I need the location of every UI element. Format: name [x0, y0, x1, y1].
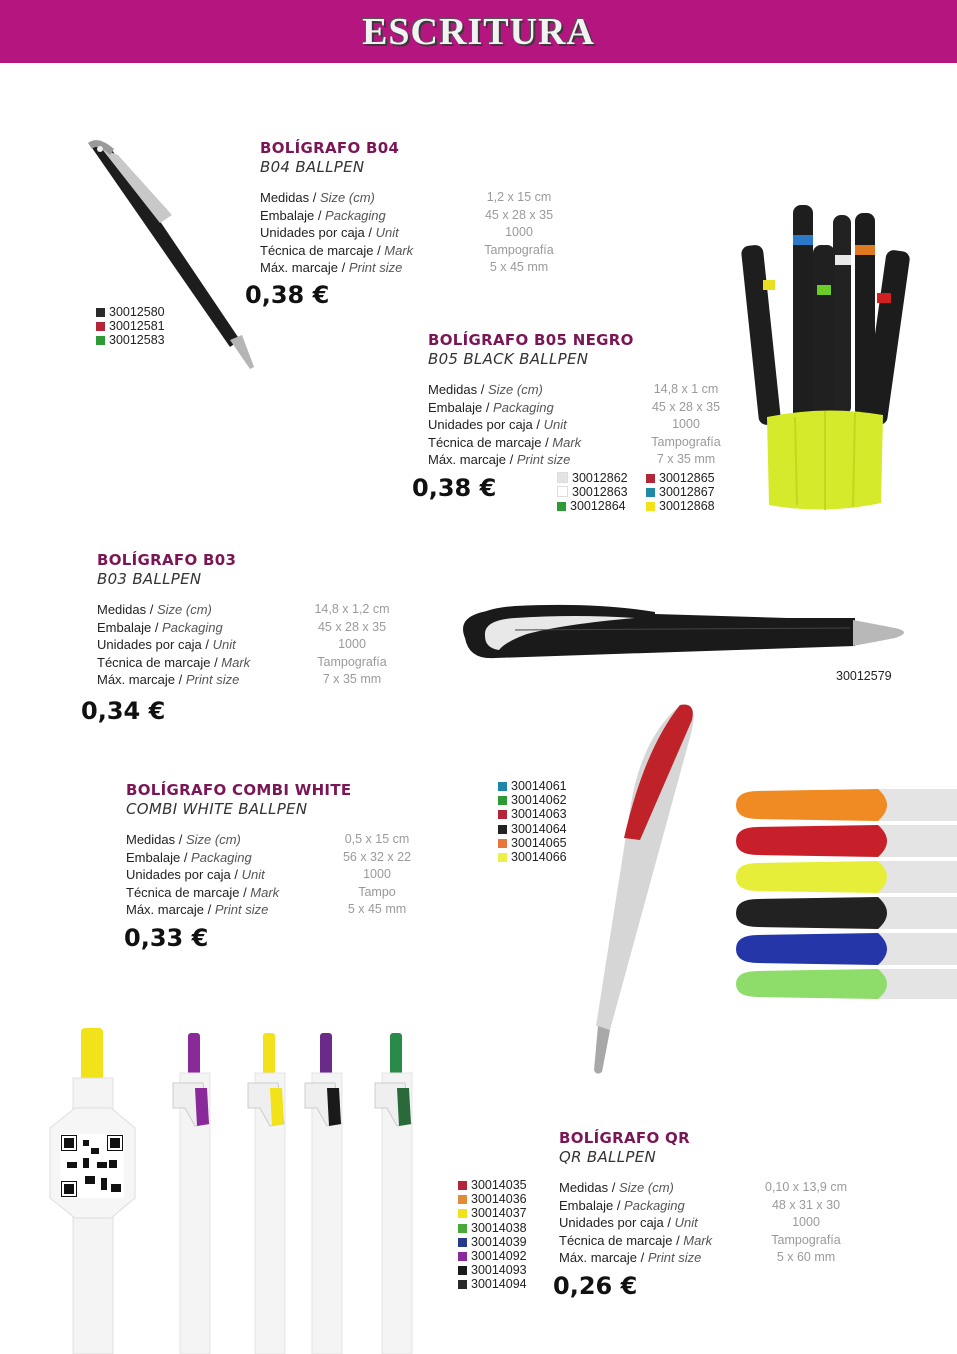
- spec-table: [559, 1180, 859, 1268]
- spec-row-size: Medidas / Size (cm) 14,8 x 1 cm: [428, 382, 719, 397]
- color-code: 30012581: [96, 319, 165, 333]
- color-code: 30014062: [498, 793, 567, 807]
- b04-info: [260, 139, 580, 278]
- spec-table: [428, 382, 728, 470]
- qr-pens-image: [45, 1028, 425, 1354]
- color-code: 30012867: [646, 485, 715, 499]
- combi-price: 0,33 €: [124, 924, 209, 952]
- color-code: 30014063: [498, 807, 567, 821]
- b03-info: [97, 551, 397, 690]
- color-swatch: [458, 1252, 467, 1261]
- color-swatch: [557, 486, 568, 497]
- color-code: 30012863: [557, 485, 628, 499]
- spec-row-packaging: Embalaje / Packaging 48 x 31 x 30: [559, 1197, 841, 1213]
- spec-row-print: Máx. marcaje / Print size 5 x 45 mm: [260, 260, 549, 275]
- combi-pens-row-image: [728, 785, 957, 1000]
- b05-color-codes-col1: [557, 471, 628, 514]
- spec-row-mark: Técnica de marcaje / Mark Tampografía: [559, 1232, 841, 1248]
- b03-color-code: 30012579: [836, 669, 892, 683]
- color-swatch: [646, 488, 655, 497]
- color-code: 30012864: [557, 499, 628, 513]
- color-swatch: [458, 1181, 467, 1190]
- b04-price: 0,38 €: [245, 281, 330, 309]
- product-title: BOLÍGRAFO COMBI WHITE: [126, 781, 352, 799]
- qr-price: 0,26 €: [553, 1272, 638, 1300]
- b04-color-codes: [96, 305, 165, 348]
- combi-color-codes: [498, 779, 567, 864]
- spec-row-units: Unidades por caja / Unit 1000: [428, 417, 700, 432]
- product-title: BOLÍGRAFO B04: [260, 139, 400, 157]
- color-swatch: [498, 853, 507, 862]
- product-subtitle: B03 BALLPEN: [97, 570, 202, 588]
- color-swatch: [498, 796, 507, 805]
- product-title: BOLÍGRAFO B05 NEGRO: [428, 331, 634, 349]
- spec-row-size: Medidas / Size (cm) 0,10 x 13,9 cm: [559, 1180, 847, 1195]
- spec-row-packaging: Embalaje / Packaging 56 x 32 x 22: [126, 849, 412, 865]
- color-swatch: [458, 1280, 467, 1289]
- spec-row-print: Máx. marcaje / Print size 5 x 45 mm: [126, 902, 407, 917]
- color-swatch: [458, 1224, 467, 1233]
- qr-info: [559, 1129, 859, 1268]
- product-subtitle: COMBI WHITE BALLPEN: [126, 800, 308, 818]
- color-code: 30012862: [557, 471, 628, 485]
- spec-row-units: Unidades por caja / Unit 1000: [559, 1215, 820, 1230]
- combi-info: [126, 781, 426, 920]
- spec-row-mark: Técnica de marcaje / Mark Tampo: [126, 884, 396, 900]
- color-swatch: [646, 474, 655, 483]
- color-swatch: [458, 1266, 467, 1275]
- color-swatch: [96, 322, 105, 331]
- spec-row-units: Unidades por caja / Unit 1000: [126, 867, 391, 882]
- color-swatch: [498, 782, 507, 791]
- color-swatch: [498, 810, 507, 819]
- color-code: 30014035: [458, 1178, 527, 1192]
- color-swatch: [458, 1209, 467, 1218]
- color-code: 30014093: [458, 1263, 527, 1277]
- color-swatch: [96, 308, 105, 317]
- product-subtitle: B04 BALLPEN: [260, 158, 365, 176]
- color-code: 30012865: [646, 471, 715, 485]
- b05-pens-cup-image: [745, 205, 915, 520]
- b05-info: [428, 331, 728, 470]
- spec-row-print: Máx. marcaje / Print size 7 x 35 mm: [97, 672, 382, 687]
- spec-row-packaging: Embalaje / Packaging 45 x 28 x 35: [428, 399, 721, 415]
- color-code: 30012580: [96, 305, 165, 319]
- combi-big-pen-image: [580, 700, 705, 1080]
- spec-row-size: Medidas / Size (cm) 1,2 x 15 cm: [260, 190, 552, 205]
- color-code: 30014036: [458, 1192, 527, 1206]
- spec-table: [126, 832, 426, 920]
- color-code: 30014094: [458, 1277, 527, 1291]
- color-swatch: [96, 336, 105, 345]
- color-code: 30014037: [458, 1206, 527, 1220]
- spec-row-units: Unidades por caja / Unit 1000: [97, 637, 366, 652]
- spec-row-mark: Técnica de marcaje / Mark Tampografía: [260, 242, 554, 258]
- color-code: 30014038: [458, 1221, 527, 1235]
- product-title: BOLÍGRAFO B03: [97, 551, 237, 569]
- color-swatch: [557, 472, 568, 483]
- color-swatch: [557, 502, 566, 511]
- spec-row-print: Máx. marcaje / Print size 7 x 35 mm: [428, 452, 716, 467]
- spec-row-packaging: Embalaje / Packaging 45 x 28 x 35: [97, 619, 387, 635]
- product-title: BOLÍGRAFO QR: [559, 1129, 690, 1147]
- b03-price: 0,34 €: [81, 697, 166, 725]
- color-code: 30014092: [458, 1249, 527, 1263]
- color-code: 30014039: [458, 1235, 527, 1249]
- spec-row-mark: Técnica de marcaje / Mark Tampografía: [97, 654, 387, 670]
- spec-row-units: Unidades por caja / Unit 1000: [260, 225, 533, 240]
- color-swatch: [498, 825, 507, 834]
- spec-table: [260, 190, 580, 278]
- product-subtitle: B05 BLACK BALLPEN: [428, 350, 589, 368]
- spec-row-mark: Técnica de marcaje / Mark Tampografía: [428, 434, 721, 450]
- b05-color-codes-col2: [646, 471, 715, 514]
- b03-pen-image: [455, 600, 915, 670]
- color-code: 30014061: [498, 779, 567, 793]
- b05-price: 0,38 €: [412, 474, 497, 502]
- page-title: ESCRITURA: [362, 11, 595, 53]
- color-code: 30012583: [96, 333, 165, 347]
- color-code: 30014066: [498, 850, 567, 864]
- spec-row-print: Máx. marcaje / Print size 5 x 60 mm: [559, 1250, 836, 1265]
- spec-row-packaging: Embalaje / Packaging 45 x 28 x 35: [260, 207, 554, 223]
- color-swatch: [458, 1195, 467, 1204]
- qr-color-codes: [458, 1178, 527, 1292]
- spec-row-size: Medidas / Size (cm) 0,5 x 15 cm: [126, 832, 410, 847]
- spec-table: [97, 602, 397, 690]
- color-swatch: [646, 502, 655, 511]
- color-swatch: [498, 839, 507, 848]
- page-header: [0, 0, 957, 63]
- color-code: 30014065: [498, 836, 567, 850]
- product-subtitle: QR BALLPEN: [559, 1148, 657, 1166]
- color-swatch: [458, 1238, 467, 1247]
- spec-row-size: Medidas / Size (cm) 14,8 x 1,2 cm: [97, 602, 390, 617]
- color-code: 30014064: [498, 822, 567, 836]
- color-code: 30012868: [646, 499, 715, 513]
